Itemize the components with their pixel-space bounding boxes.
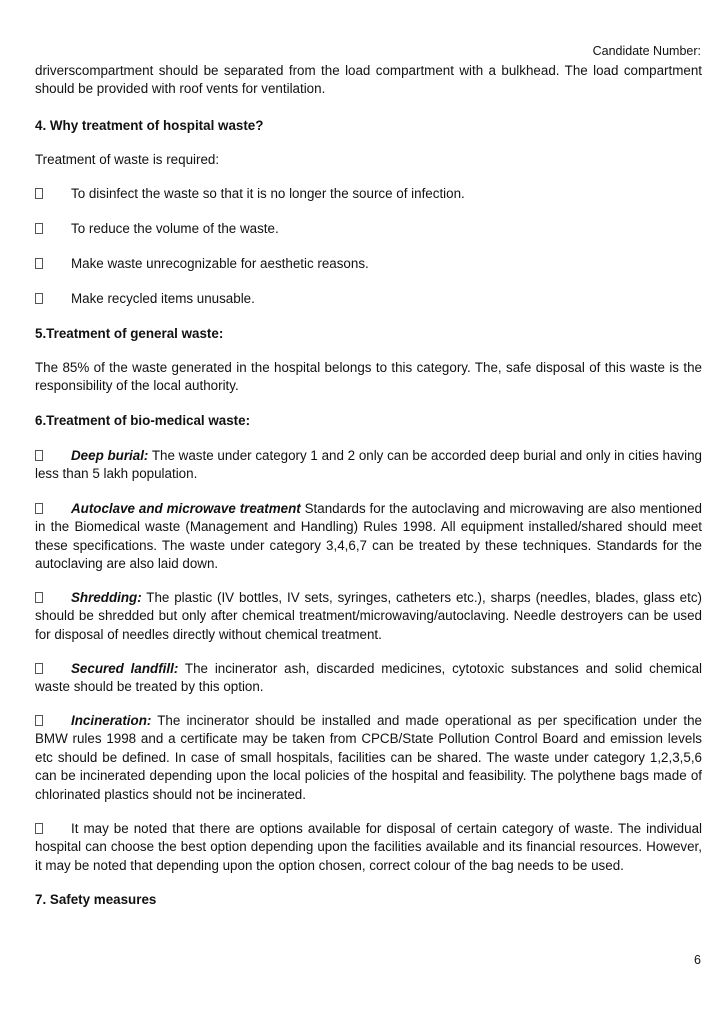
bullet-icon: [35, 663, 43, 674]
intro-paragraph: driverscompartment should be separated from the load compartment with a bulkhead. The load compartment should be provided with roof vents for ventilation.: [35, 63, 702, 97]
section-6-heading: 6.Treatment of bio-medical waste:: [35, 413, 251, 428]
bullet-icon: [35, 223, 43, 234]
list-item: Secured landfill: The incinerator ash, discarded medicines, cytotoxic substances and solid chemical waste should be treated by this option.: [35, 661, 702, 695]
list-item: Autoclave and microwave treatment Standards for the autoclaving and microwaving are also mentioned in the Biomedical waste (Management and Handling) Rules 1998. All equipment installed/shared should meet these specifications. The waste under category 3,4,6,7 can be treated by these techniques. Standards for the autoclaving are also laid down.: [35, 501, 702, 572]
list-item: Deep burial: The waste under category 1 and 2 only can be accorded deep burial and only in cities having less than 5 lakh population.: [35, 448, 702, 482]
list-item: To reduce the volume of the waste.: [35, 220, 702, 238]
list-item: Make recycled items unusable.: [35, 290, 702, 308]
section-4-lead: Treatment of waste is required:: [35, 152, 220, 167]
bullet-icon: [35, 450, 43, 461]
section-4-heading: 4. Why treatment of hospital waste?: [35, 118, 264, 133]
bullet-icon: [35, 188, 43, 199]
bullet-icon: [35, 293, 43, 304]
bullet-icon: [35, 592, 43, 603]
candidate-number-label: Candidate Number:: [592, 44, 701, 58]
list-item: Incineration: The incinerator should be installed and made operational as per specification under the BMW rules 1998 and a certificate may be taken from CPCB/State Pollution Control Board and emission levels etc should be defined. In case of small hospitals, facilities can be shared. The waste under category 1,2,3,5,6 can be incinerated depending upon the local policies of the hospital and feasibility. The polythene bags made of chlorinated plastics should not be incinerated.: [35, 713, 702, 802]
bullet-icon: [35, 715, 43, 726]
section-5-heading: 5.Treatment of general waste:: [35, 326, 224, 341]
bullet-icon: [35, 258, 43, 269]
section-7-heading: 7. Safety measures: [35, 892, 157, 907]
bullet-icon: [35, 823, 43, 834]
list-item: It may be noted that there are options available for disposal of certain category of waste. The individual hospital can choose the best option depending upon the facilities available and its financial resources. However, it may be noted that depending upon the option chosen, correct colour of the bag needs to be used.: [35, 821, 702, 873]
section-5-paragraph: The 85% of the waste generated in the hospital belongs to this category. The, safe disposal of this waste is the responsibility of the local authority.: [35, 360, 702, 394]
bullet-icon: [35, 503, 43, 514]
list-item: Shredding: The plastic (IV bottles, IV sets, syringes, catheters etc.), sharps (needles, blades, glass etc) should be shredded but only after chemical treatment/microwaving/autoclaving. Needle destroyers can be used for disposal of needles directly without chemical treatment.: [35, 590, 702, 642]
page-number: 6: [694, 953, 701, 967]
list-item: Make waste unrecognizable for aesthetic reasons.: [35, 255, 702, 273]
list-item: To disinfect the waste so that it is no longer the source of infection.: [35, 185, 702, 203]
